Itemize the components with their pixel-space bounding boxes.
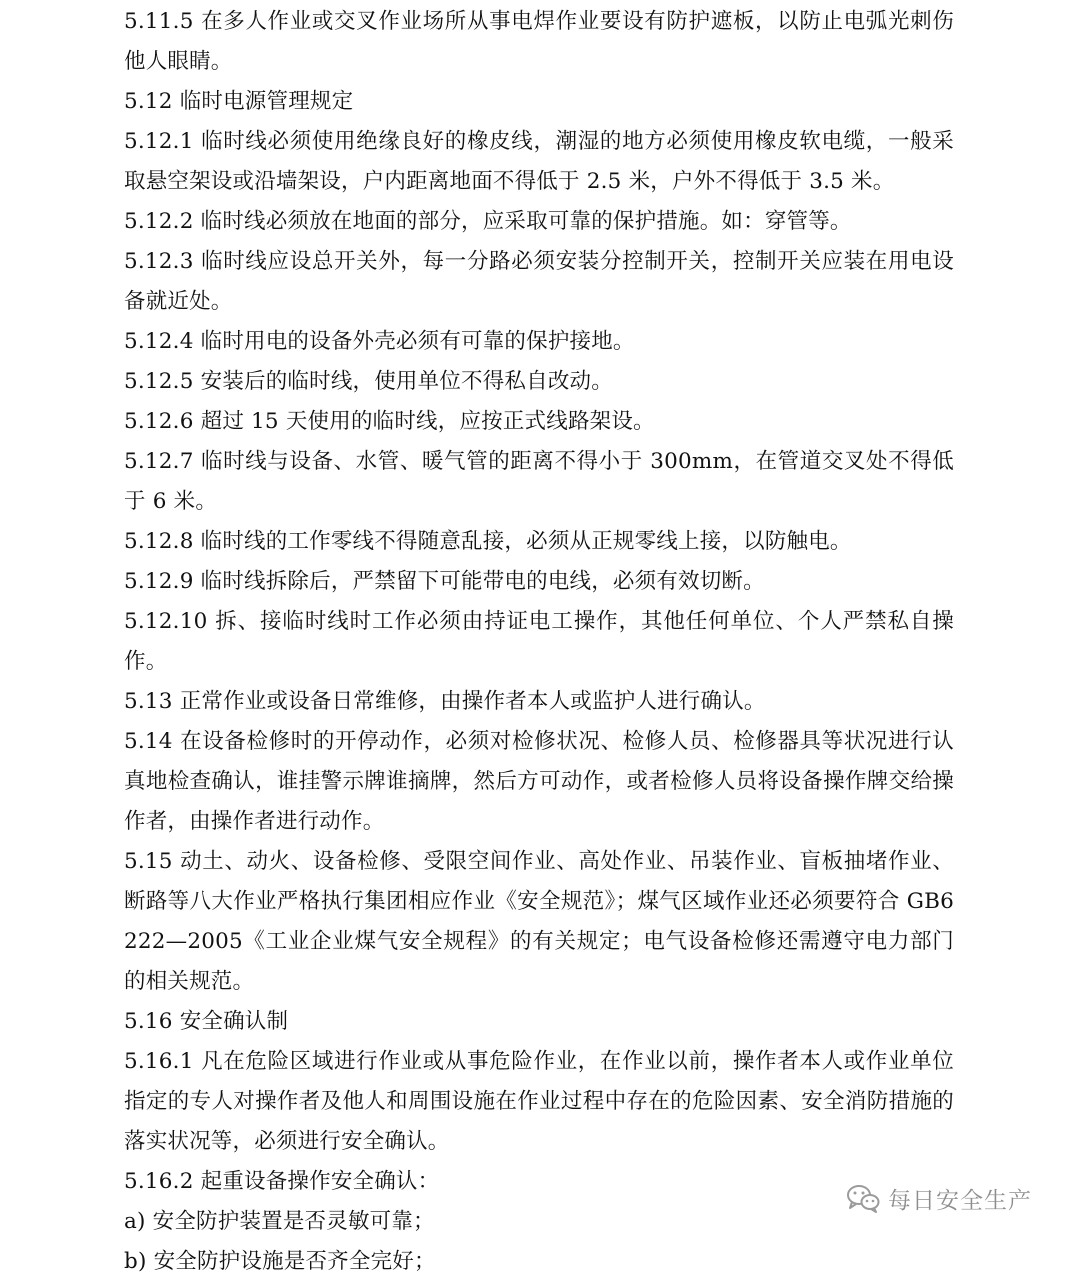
heading-5-16: 5.16 安全确认制 [124, 1009, 289, 1034]
paragraph-5-13: 5.13 正常作业或设备日常维修，由操作者本人或监护人进行确认。 [124, 689, 766, 714]
watermark-text: 每日安全生产 [888, 1187, 1032, 1214]
paragraph-5-14: 5.14 在设备检修时的开停动作，必须对检修状况、检修人员、检修器具等状况进行认真地检查确认，谁挂警示牌谁摘牌，然后方可动作，或者检修人员将设备操作牌交给操作者，由操作者进行动作。 [124, 729, 954, 834]
paragraph-5-12-1: 5.12.1 临时线必须使用绝缘良好的橡皮线，潮湿的地方必须使用橡皮软电缆，一般采取悬空架设或沿墙架设，户内距离地面不得低于 2.5 米，户外不得低于 3.5 米。 [124, 129, 954, 194]
heading-5-12: 5.12 临时电源管理规定 [124, 89, 354, 114]
paragraph-5-12-9: 5.12.9 临时线拆除后，严禁留下可能带电的电线，必须有效切断。 [124, 569, 765, 594]
paragraph-5-12-3: 5.12.3 临时线应设总开关外，每一分路必须安装分控制开关，控制开关应装在用电设备就近处。 [124, 249, 954, 314]
paragraph-5-12-5: 5.12.5 安装后的临时线，使用单位不得私自改动。 [124, 369, 613, 394]
paragraph-5-12-4: 5.12.4 临时用电的设备外壳必须有可靠的保护接地。 [124, 329, 635, 354]
wechat-icon [846, 1183, 880, 1213]
document-body [124, 2, 954, 1282]
list-item-b: b) 安全防护设施是否齐全完好； [124, 1249, 436, 1274]
paragraph-5-16-2: 5.16.2 起重设备操作安全确认： [124, 1169, 440, 1194]
watermark [846, 1176, 1032, 1220]
paragraph-5-11-5: 5.11.5 在多人作业或交叉作业场所从事电焊作业要设有防护遮板，以防止电弧光刺伤他人眼睛。 [124, 9, 954, 74]
paragraph-5-12-6: 5.12.6 超过 15 天使用的临时线，应按正式线路架设。 [124, 409, 655, 434]
paragraph-5-12-7: 5.12.7 临时线与设备、水管、暖气管的距离不得小于 300mm，在管道交叉处不得低于 6 米。 [124, 449, 954, 514]
list-item-a: a) 安全防护装置是否灵敏可靠； [124, 1209, 435, 1234]
paragraph-5-15: 5.15 动土、动火、设备检修、受限空间作业、高处作业、吊装作业、盲板抽堵作业、断路等八大作业严格执行集团相应作业《安全规范》；煤气区域作业还必须要符合 GB6222—2005《工业企业煤气安全规程》的有关规定；电气设备检修还需遵守电力部门的相关规范。 [124, 849, 954, 994]
paragraph-5-16-1: 5.16.1 凡在危险区域进行作业或从事危险作业，在作业以前，操作者本人或作业单位指定的专人对操作者及他人和周围设施在作业过程中存在的危险因素、安全消防措施的落实状况等，必须进行安全确认。 [124, 1049, 954, 1154]
paragraph-5-12-10: 5.12.10 拆、接临时线时工作必须由持证电工操作，其他任何单位、个人严禁私自操作。 [124, 609, 954, 674]
paragraph-5-12-8: 5.12.8 临时线的工作零线不得随意乱接，必须从正规零线上接，以防触电。 [124, 529, 852, 554]
paragraph-5-12-2: 5.12.2 临时线必须放在地面的部分，应采取可靠的保护措施。如：穿管等。 [124, 209, 852, 234]
